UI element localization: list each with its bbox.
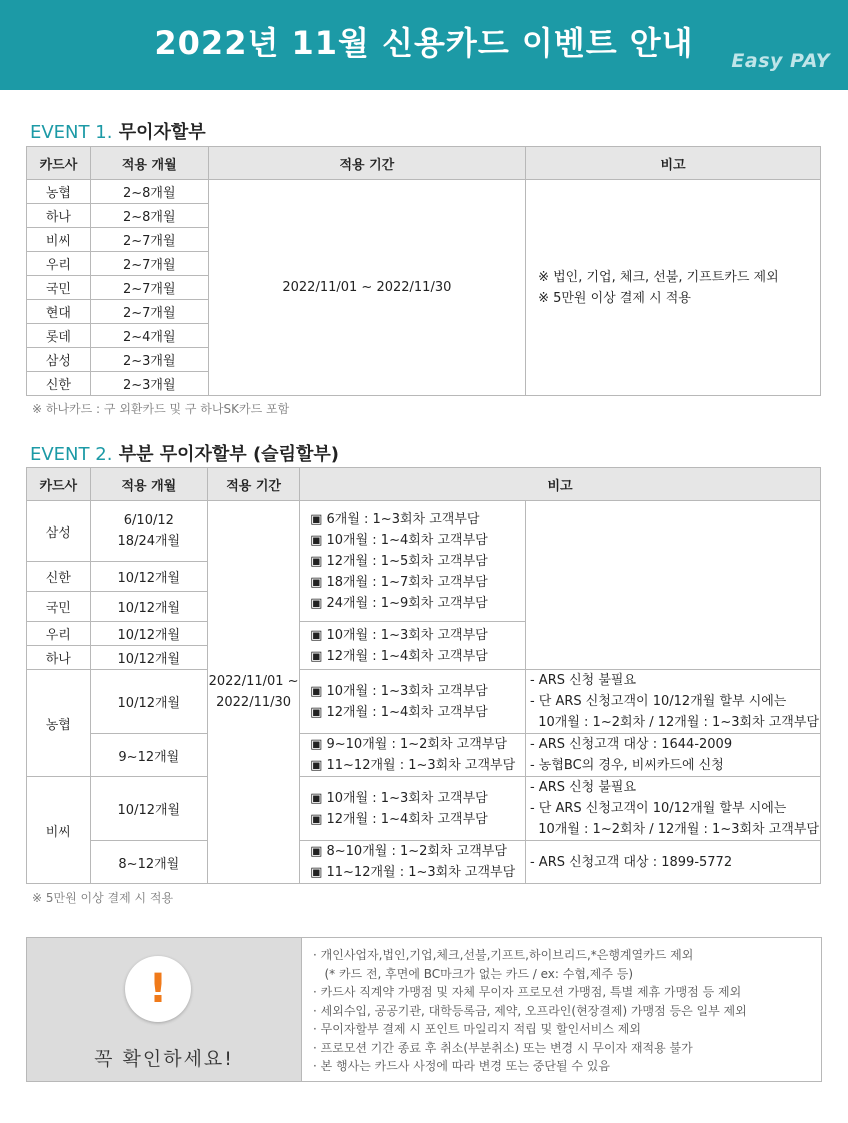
event2-name: 부분 무이자할부 (슬림할부): [118, 444, 339, 465]
note-line: 10개월 : 1~2회차 / 12개월 : 1~3회차 고객부담: [529, 822, 819, 837]
burden-list: [300, 501, 526, 622]
event2-period: [208, 501, 300, 884]
burden-list: [300, 670, 526, 734]
caution-item: · 프로모션 기간 종료 후 취소(부분취소) 또는 변경 시 무이자 재적용 불가: [313, 1040, 693, 1055]
months: 10/12개월: [90, 670, 208, 734]
burden-list: [300, 734, 526, 777]
burden-line: ▣ 12개월 : 1~4회차 고객부담: [310, 648, 488, 664]
burden-line: ▣ 12개월 : 1~5회차 고객부담: [310, 553, 488, 569]
table-row: [27, 180, 821, 204]
burden-line: ▣ 8~10개월 : 1~2회차 고객부담: [310, 844, 507, 859]
months: 9~12개월: [90, 734, 208, 777]
table-row: [27, 734, 821, 777]
card-name: 하나: [27, 646, 91, 670]
card-name: 삼성: [27, 348, 91, 372]
remark-line: ※ 법인, 기업, 체크, 선불, 기프트카드 제외: [538, 269, 779, 285]
burden-line: ▣ 12개월 : 1~4회차 고객부담: [310, 811, 488, 827]
page-title: 2022년 11월 신용카드 이벤트 안내: [154, 24, 694, 62]
table-row: [27, 670, 821, 734]
card-name: 우리: [27, 252, 91, 276]
event2-label: EVENT 2.: [30, 444, 113, 465]
period-line: 2022/11/30: [216, 695, 292, 710]
note-line: - 농협BC의 경우, 비씨카드에 신청: [529, 758, 724, 773]
note-line: - ARS 신청고객 대상 : 1899-5772: [529, 854, 733, 870]
event2-table: [26, 467, 821, 884]
event1-table: [26, 146, 821, 396]
caution-item: · 본 행사는 카드사 사정에 따라 변경 또는 중단될 수 있음: [313, 1059, 610, 1073]
card-name: 신한: [27, 562, 91, 592]
card-name: 국민: [27, 592, 91, 622]
card-name: 비씨: [27, 228, 91, 252]
months-line: 18/24개월: [117, 534, 181, 549]
event2-footnote: ※ 5만원 이상 결제 시 적용: [32, 891, 174, 905]
event1-name: 무이자할부: [118, 122, 206, 143]
months: 2~3개월: [90, 348, 208, 372]
months: 2~7개월: [90, 228, 208, 252]
table-row: [27, 841, 821, 884]
table-row: [27, 777, 821, 841]
burden-line: ▣ 18개월 : 1~7회차 고객부담: [310, 574, 488, 590]
exclamation-icon: !: [125, 956, 191, 1022]
burden-list: [300, 841, 526, 884]
months: [90, 501, 208, 562]
months: 2~8개월: [90, 204, 208, 228]
empty-remarks: [525, 501, 820, 670]
notes: [525, 841, 820, 884]
event1-title: [30, 118, 206, 144]
months: 10/12개월: [90, 622, 208, 646]
note-line: - ARS 신청고객 대상 : 1644-2009: [529, 737, 733, 752]
header-remarks: 비고: [526, 147, 821, 180]
burden-line: ▣ 11~12개월 : 1~3회차 고객부담: [310, 758, 516, 773]
period-line: 2022/11/01 ~: [208, 674, 299, 689]
burden-line: ▣ 10개월 : 1~4회차 고객부담: [310, 532, 488, 548]
caution-box: [26, 937, 822, 1082]
header-period: 적용 기간: [208, 147, 525, 180]
card-name: 비씨: [27, 777, 91, 884]
months: 8~12개월: [90, 841, 208, 884]
event2-title: [30, 440, 339, 466]
header-months: 적용 개월: [90, 468, 208, 501]
notes: [525, 777, 820, 841]
months: 2~8개월: [90, 180, 208, 204]
burden-list: [300, 622, 526, 670]
caution-item: (* 카드 전, 후면에 BC마크가 없는 카드 / ex: 수협,제주 등): [313, 966, 633, 981]
note-line: - ARS 신청 불필요: [529, 780, 637, 795]
caution-item: · 세외수입, 공공기관, 대학등록금, 제약, 오프라인(현장결제) 가맹점 등은 일부 제외: [313, 1003, 747, 1018]
burden-line: ▣ 10개월 : 1~3회차 고객부담: [310, 790, 488, 806]
event1-label: EVENT 1.: [30, 122, 113, 143]
card-name: 롯데: [27, 324, 91, 348]
burden-line: ▣ 10개월 : 1~3회차 고객부담: [310, 683, 488, 699]
months: 10/12개월: [90, 646, 208, 670]
header-period: 적용 기간: [208, 468, 300, 501]
header-remarks: 비고: [300, 468, 821, 501]
header-months: 적용 개월: [90, 147, 208, 180]
burden-line: ▣ 10개월 : 1~3회차 고객부담: [310, 627, 488, 643]
header-card: 카드사: [27, 147, 91, 180]
card-name: 농협: [27, 670, 91, 777]
card-name: 삼성: [27, 501, 91, 562]
card-name: 현대: [27, 300, 91, 324]
caution-left-panel: [27, 938, 302, 1081]
event1-period: 2022/11/01 ~ 2022/11/30: [208, 180, 525, 396]
burden-line: ▣ 11~12개월 : 1~3회차 고객부담: [310, 865, 516, 880]
note-line: - 단 ARS 신청고객이 10/12개월 할부 시에는: [529, 801, 787, 816]
header-card: 카드사: [27, 468, 91, 501]
event1-footnote: ※ 하나카드 : 구 외환카드 및 구 하나SK카드 포함: [32, 402, 290, 416]
notes: [525, 734, 820, 777]
note-line: 10개월 : 1~2회차 / 12개월 : 1~3회차 고객부담: [529, 715, 819, 730]
months: 10/12개월: [90, 592, 208, 622]
burden-line: ▣ 9~10개월 : 1~2회차 고객부담: [310, 737, 507, 752]
months: 10/12개월: [90, 562, 208, 592]
months: 2~7개월: [90, 252, 208, 276]
months: 2~3개월: [90, 372, 208, 396]
months: 2~7개월: [90, 300, 208, 324]
page-header: [0, 0, 848, 90]
caution-list: [313, 946, 747, 1076]
months: 2~7개월: [90, 276, 208, 300]
caution-title: 꼭 확인하세요!: [94, 1048, 234, 1070]
caution-item: · 무이자할부 결제 시 포인트 마일리지 적립 및 할인서비스 제외: [313, 1022, 641, 1036]
caution-item: · 카드사 직계약 가맹점 및 자체 무이자 프로모션 가맹점, 특별 제휴 가맹점 등 제외: [313, 985, 742, 999]
easypay-logo: Easy PAY: [731, 50, 830, 72]
burden-line: ▣ 24개월 : 1~9회차 고객부담: [310, 595, 488, 611]
card-name: 국민: [27, 276, 91, 300]
burden-line: ▣ 12개월 : 1~4회차 고객부담: [310, 704, 488, 720]
caution-item: · 개인사업자,법인,기업,체크,선불,기프트,하이브리드,*은행계열카드 제외: [313, 948, 694, 962]
table-row: [27, 501, 821, 562]
card-name: 신한: [27, 372, 91, 396]
note-line: - ARS 신청 불필요: [529, 673, 637, 688]
remark-line: ※ 5만원 이상 결제 시 적용: [538, 290, 691, 306]
card-name: 하나: [27, 204, 91, 228]
burden-line: ▣ 6개월 : 1~3회차 고객부담: [310, 511, 480, 527]
card-name: 농협: [27, 180, 91, 204]
notes: [525, 670, 820, 734]
card-name: 우리: [27, 622, 91, 646]
event1-remarks: [526, 180, 821, 396]
months: 2~4개월: [90, 324, 208, 348]
burden-list: [300, 777, 526, 841]
months: 10/12개월: [90, 777, 208, 841]
note-line: - 단 ARS 신청고객이 10/12개월 할부 시에는: [529, 694, 787, 709]
months-line: 6/10/12: [123, 513, 174, 528]
